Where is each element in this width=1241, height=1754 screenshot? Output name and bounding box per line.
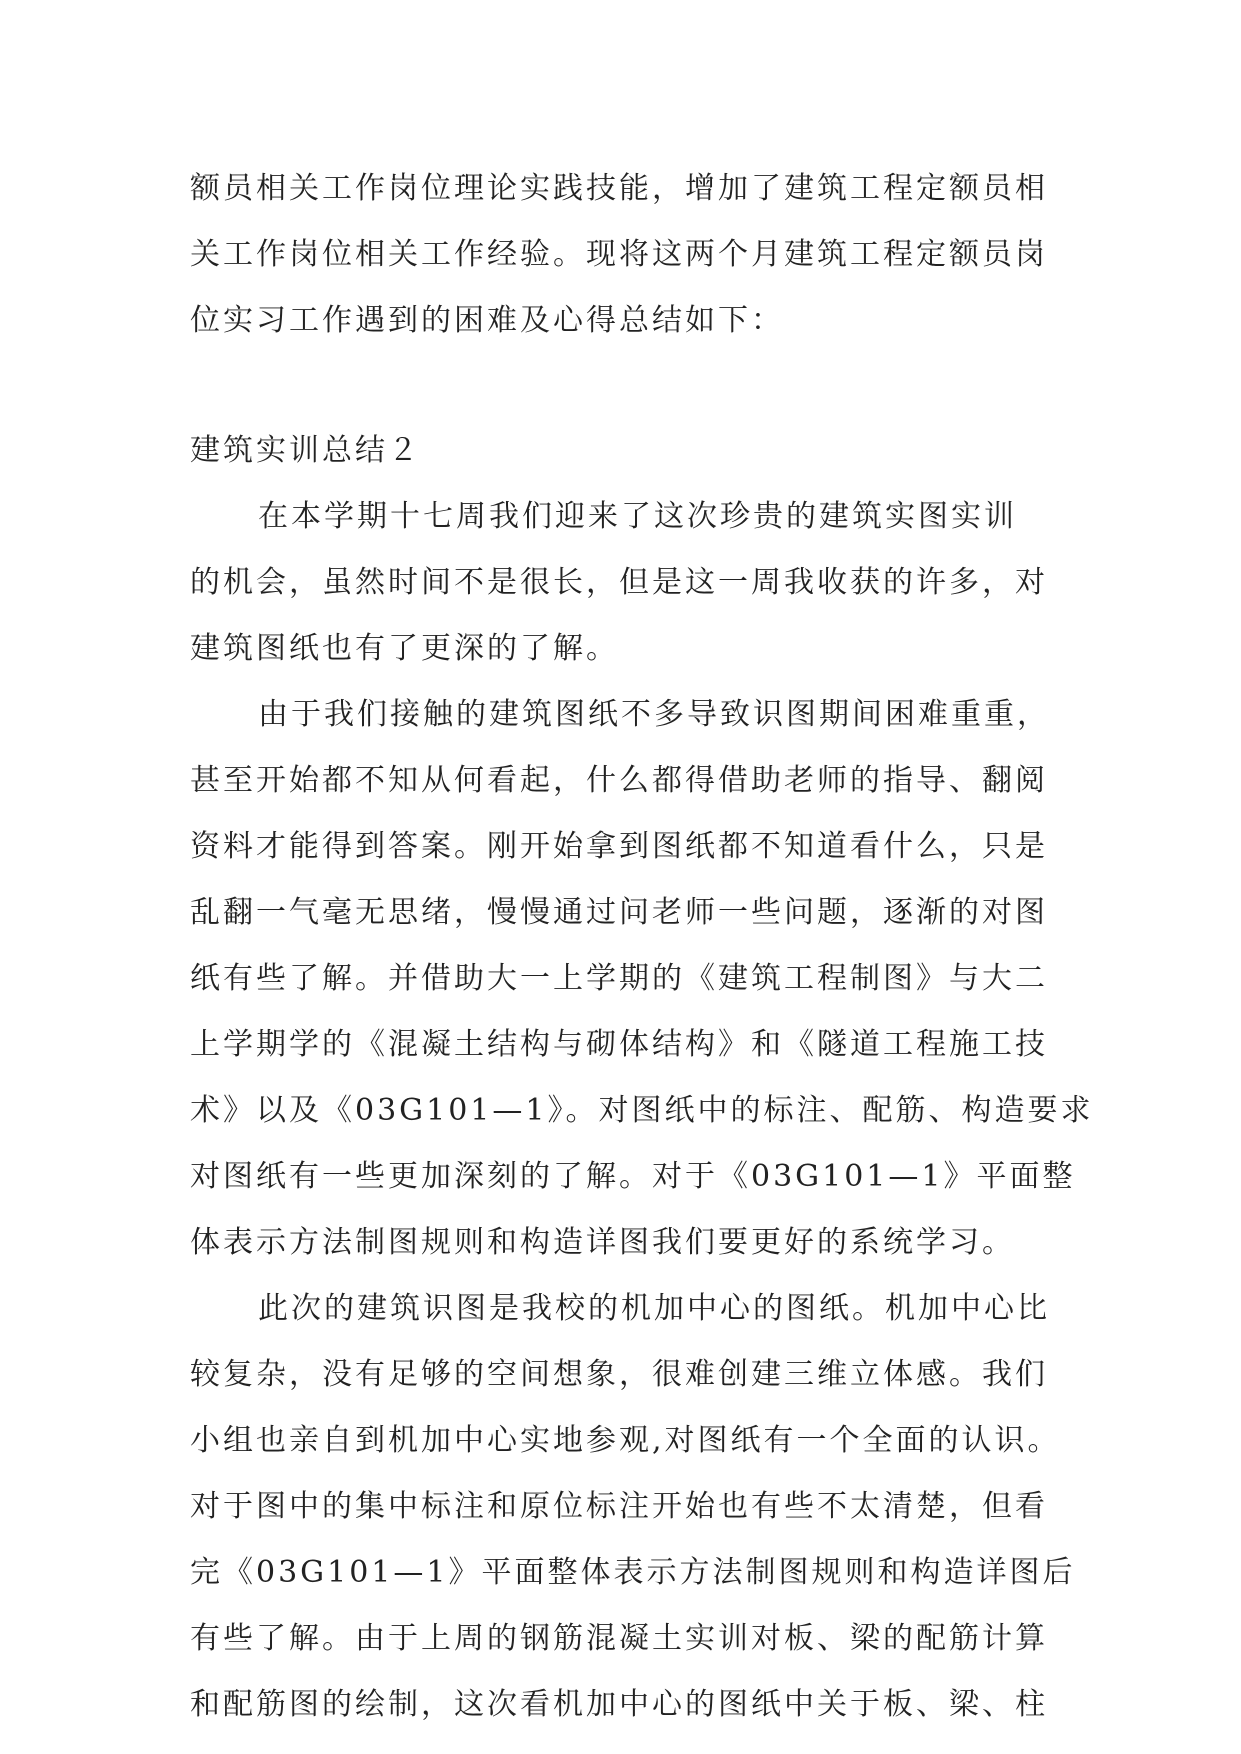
paragraph-3-line: 对于图中的集中标注和原位标注开始也有些不太清楚，但看 — [190, 1489, 1048, 1524]
paragraph-3-line: 较复杂，没有足够的空间想象，很难创建三维立体感。我们 — [190, 1357, 1048, 1392]
paragraph-2-line: 由于我们接触的建筑图纸不多导致识图期间困难重重， — [258, 697, 1050, 732]
paragraph-2-line: 上学期学的《混凝土结构与砌体结构》和《隧道工程施工技 — [190, 1027, 1048, 1062]
paragraph-2-line: 乱翻一气毫无思绪，慢慢通过问老师一些问题，逐渐的对图 — [190, 895, 1048, 930]
intro-line: 额员相关工作岗位理论实践技能，增加了建筑工程定额员相 — [190, 171, 1048, 206]
paragraph-2-line: 体表示方法制图规则和构造详图我们要更好的系统学习。 — [190, 1225, 1015, 1260]
paragraph-3-line: 小组也亲自到机加中心实地参观,对图纸有一个全面的认识。 — [190, 1423, 1061, 1458]
document-body — [190, 156, 1094, 1738]
section-title: 建筑实训总结２ — [190, 433, 421, 468]
intro-line: 关工作岗位相关工作经验。现将这两个月建筑工程定额员岗 — [190, 237, 1048, 272]
paragraph-3-line: 有些了解。由于上周的钢筋混凝土实训对板、梁的配筋计算 — [190, 1621, 1048, 1656]
intro-line: 位实习工作遇到的困难及心得总结如下： — [190, 303, 784, 338]
paragraph-1-line: 的机会，虽然时间不是很长，但是这一周我收获的许多，对 — [190, 565, 1048, 600]
paragraph-3-line: 此次的建筑识图是我校的机加中心的图纸。机加中心比 — [258, 1291, 1050, 1326]
paragraph-3-line: 完《03G101—1》平面整体表示方法制图规则和构造详图后 — [190, 1555, 1076, 1590]
paragraph-1-line: 建筑图纸也有了更深的了解。 — [190, 631, 619, 666]
paragraph-3-line: 和配筋图的绘制，这次看机加中心的图纸中关于板、梁、柱 — [190, 1687, 1048, 1722]
paragraph-1-line: 在本学期十七周我们迎来了这次珍贵的建筑实图实训 — [258, 499, 1017, 534]
paragraph-2-line: 纸有些了解。并借助大一上学期的《建筑工程制图》与大二 — [190, 961, 1048, 996]
paragraph-2-line: 对图纸有一些更加深刻的了解。对于《03G101—1》平面整 — [190, 1159, 1076, 1194]
paragraph-2-line: 术》以及《03G101—1》。对图纸中的标注、配筋、构造要求 — [190, 1093, 1094, 1128]
paragraph-2-line: 资料才能得到答案。刚开始拿到图纸都不知道看什么，只是 — [190, 829, 1048, 864]
section-spacer — [190, 354, 1050, 418]
paragraph-2-line: 甚至开始都不知从何看起，什么都得借助老师的指导、翻阅 — [190, 763, 1048, 798]
